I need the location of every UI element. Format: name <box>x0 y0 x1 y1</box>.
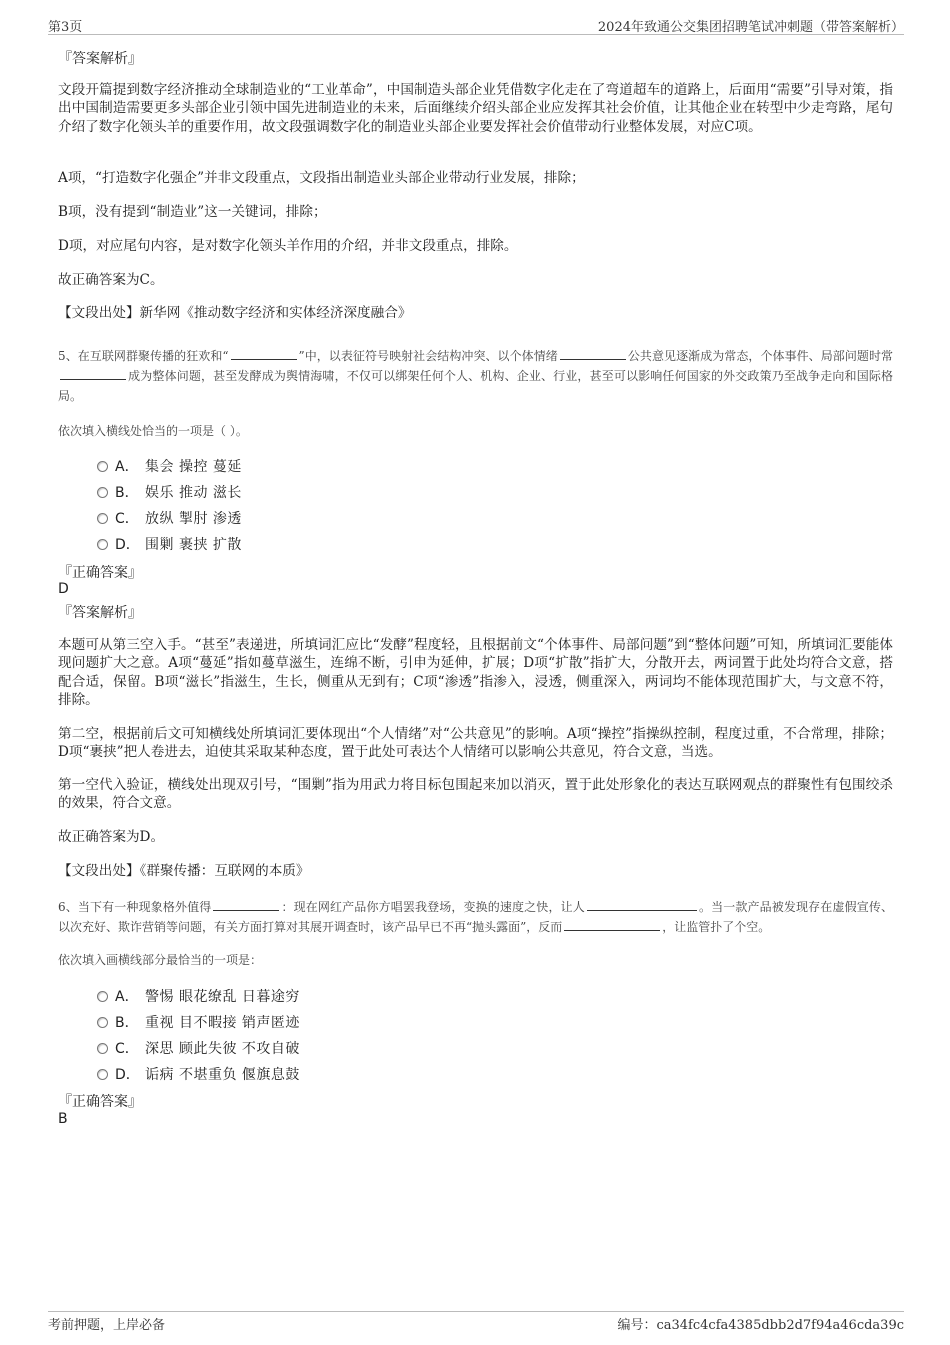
document-code: 编号：ca34fc4cfa4385dbb2d7f94a46cda39c <box>617 1318 904 1333</box>
blank-line <box>587 898 697 911</box>
page-number: 第3页 <box>48 20 83 35</box>
radio-button[interactable] <box>97 487 108 498</box>
page-header <box>48 14 904 35</box>
q5-analysis-paragraph-1: 本题可从第三空入手。“甚至”表递进，所填词汇应比“发酵”程度轻，且根据前文“个体事件、局部问题”到“整体问题”可知，所填词汇要能体现问题扩大之意。A项“蔓延”指如蔓草滋生，连绵不断，引申为延伸，扩展；D项“扩散”指扩大，分散开去，两词置于此处均符合文意，搭配合适，保留。B项“滋长”指滋生，生长，侧重从无到有；C项“渗透”指渗入，浸透，侧重深入，两词均不能体现范围扩大，与文意不符，排除。 <box>58 637 893 708</box>
q4-source: 【文段出处】新华网《推动数字经济和实体经济深度融合》 <box>58 305 412 321</box>
q5-analysis-paragraph-2: 第二空，根据前后文可知横线处所填词汇要体现出“个人情绪”对“公共意见”的影响。A项“操控”指操纵控制，程度过重，不合常理，排除；D项“裹挟”把人卷进去，迫使其采取某种态度，置于此处可表达个人情绪可以影响公共意见，符合文意，当选。 <box>58 726 893 761</box>
footer-slogan: 考前押题，上岸必备 <box>48 1318 166 1333</box>
radio-button[interactable] <box>97 1043 108 1054</box>
blank-line <box>564 918 660 931</box>
radio-button[interactable] <box>97 539 108 550</box>
q5-prompt: 依次填入横线处恰当的一项是（ ）。 <box>58 424 248 438</box>
q6-answer-label: 『正确答案』 <box>58 1094 142 1110</box>
q5-conclusion: 故正确答案为D。 <box>58 829 165 845</box>
radio-button[interactable] <box>97 461 108 472</box>
page-footer <box>48 1311 904 1334</box>
radio-button[interactable] <box>97 991 108 1002</box>
radio-button[interactable] <box>97 513 108 524</box>
blank-line <box>60 367 126 380</box>
q5-source: 【文段出处】《群聚传播：互联网的本质》 <box>58 863 310 879</box>
q6-answer: B <box>58 1111 68 1127</box>
blank-line <box>231 347 297 360</box>
document-title: 2024年致通公交集团招聘笔试冲刺题（带答案解析） <box>597 20 904 35</box>
q6-prompt: 依次填入画横线部分最恰当的一项是： <box>58 953 263 967</box>
q4-analysis-option-b: B项，没有提到“制造业”这一关键词，排除； <box>58 204 327 220</box>
q6-stem: 6、当下有一种现象格外值得 ：现在网红产品你方唱罢我登场，变换的速度之快，让人 。当一款产品被发现存在虚假宣传、以次充好、欺诈营销等问题，有关方面打算对其展开调查时，该产品早已不再“抛头露面”，反而 ，让监管扑了个空。 <box>58 900 893 934</box>
q5-answer-label: 『正确答案』 <box>58 565 142 581</box>
q4-conclusion: 故正确答案为C。 <box>58 272 164 288</box>
radio-button[interactable] <box>97 1069 108 1080</box>
q5-analysis-label: 『答案解析』 <box>58 605 142 621</box>
q4-analysis-paragraph: 文段开篇提到数字经济推动全球制造业的“工业革命”，中国制造头部企业凭借数字化走在了弯道超车的道路上，后面用“需要”引导对策，指出中国制造需要更多头部企业引领中国先进制造业的未来，后面继续介绍头部企业应发挥其社会价值，让其他企业在转型中少走弯路，尾句介绍了数字化领头羊的重要作用，故文段强调数字化的制造业头部企业要发挥社会价值带动行业整体发展，对应C项。 <box>58 82 893 135</box>
q4-analysis-label: 『答案解析』 <box>58 51 142 67</box>
q4-analysis-option-d: D项，对应尾句内容，是对数字化领头羊作用的介绍，并非文段重点，排除。 <box>58 238 518 254</box>
q5-analysis-paragraph-3: 第一空代入验证，横线处出现双引号，“围剿”指为用武力将目标包围起来加以消灭，置于此处形象化的表达互联网观点的群聚性有包围绞杀的效果，符合文意。 <box>58 777 893 812</box>
radio-button[interactable] <box>97 1017 108 1028</box>
blank-line <box>213 898 279 911</box>
q5-stem: 5、在互联网群聚传播的狂欢和“ ”中，以表征符号映射社会结构冲突、以个体情绪 公共意见逐渐成为常态，个体事件、局部问题时常成为整体问题，甚至发酵成为舆情海啸，不仅可以绑架任何个人、机构、企业、行业，甚至可以影响任何国家的外交政策乃至战争走向和国际格局。 <box>58 349 893 403</box>
q4-analysis-option-a: A项，“打造数字化强企”并非文段重点，文段指出制造业头部企业带动行业发展，排除； <box>58 170 585 186</box>
q5-answer: D <box>58 581 69 597</box>
blank-line <box>560 347 626 360</box>
